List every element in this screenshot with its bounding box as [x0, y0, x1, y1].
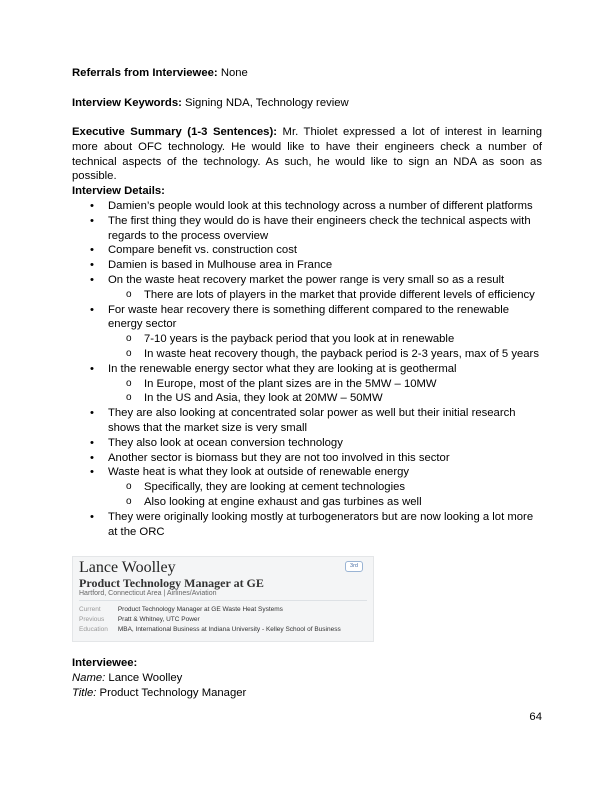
interviewee-heading: Interviewee: [72, 657, 138, 669]
sub-list-item: o There are lots of players in the market that provide different levels of efficiency [72, 288, 542, 303]
keywords-value: Signing NDA, Technology review [185, 97, 349, 109]
row-value: MBA, International Business at Indiana University - Kelley School of Business [117, 626, 341, 633]
summary-text: Mr. Thiolet expressed a lot of interest in learning more about OFC technology. He would like to have their engineers check a number of technical aspects of the technology. As such, he would like to sign an NDA as soon as possible. [72, 126, 543, 183]
location-separator: | [163, 590, 167, 597]
row-label: Previous [79, 616, 105, 623]
interviewee-name-line [72, 671, 542, 686]
executive-summary [72, 125, 542, 184]
name-label: Name: [72, 672, 106, 684]
list-item: • They also look at ocean conversion technology [72, 436, 542, 451]
profile-industry: Airlines/Aviation [166, 590, 217, 597]
profile-headline: Product Technology Manager at GE [79, 576, 264, 590]
list-item: • They were originally looking mostly at turbogenerators but are now looking a lot more at the ORC [72, 510, 542, 540]
list-item: • For waste hear recovery there is something different compared to the renewable energy sector [72, 303, 542, 333]
interviewee-title-line [72, 686, 542, 701]
sub-list-item: o Specifically, they are looking at cement technologies [72, 480, 542, 495]
sub-list-item: o In waste heat recovery though, the payback period is 2-3 years, max of 5 years [72, 347, 542, 362]
interviewee-name: Lance Woolley [108, 672, 183, 684]
profile-divider [79, 600, 367, 601]
list-item: • On the waste heat recovery market the power range is very small so as a result [72, 273, 542, 288]
row-value: Pratt & Whitney, UTC Power [117, 616, 200, 623]
linkedin-profile-card [72, 556, 374, 642]
sub-list-item: o Also looking at engine exhaust and gas turbines as well [72, 495, 542, 510]
list-item: • Waste heat is what they look at outside of renewable energy [72, 465, 542, 480]
profile-location: Hartford, Connecticut Area [79, 590, 162, 597]
profile-row-current [79, 605, 283, 614]
list-item: • The first thing they would do is have their engineers check the technical aspects with regards to the process overview [72, 214, 542, 244]
list-item: • They are also looking at concentrated solar power as well but their initial research shows that the market size is very small [72, 406, 542, 436]
page-number: 64 [529, 711, 542, 723]
keywords-label: Interview Keywords: [72, 97, 182, 109]
profile-row-education [79, 625, 341, 634]
list-item: • Damien is based in Mulhouse area in France [72, 258, 542, 273]
details-heading: Interview Details: [72, 185, 165, 197]
sub-list-item: o In the US and Asia, they look at 20MW – 50MW [72, 391, 542, 406]
referrals-label: Referrals from Interviewee: [72, 67, 218, 79]
sub-list-item: o 7-10 years is the payback period that you look at in renewable [72, 332, 542, 347]
list-item: • Another sector is biomass but they are not too involved in this sector [72, 451, 542, 466]
keywords-line [72, 96, 542, 111]
profile-name: Lance Woolley [79, 559, 176, 576]
summary-label: Executive Summary (1-3 Sentences): [72, 126, 277, 138]
connection-degree-badge: 3rd [345, 561, 363, 572]
interviewee-title: Product Technology Manager [99, 687, 247, 699]
row-label: Education [79, 626, 108, 633]
list-item: • Damien’s people would look at this technology across a number of different platforms [72, 199, 542, 214]
referrals-line [72, 66, 542, 81]
details-list [72, 199, 542, 539]
profile-location-line [79, 589, 217, 598]
row-label: Current [79, 606, 101, 613]
list-item: • In the renewable energy sector what they are looking at is geothermal [72, 362, 542, 377]
list-item: • Compare benefit vs. construction cost [72, 243, 542, 258]
referrals-value: None [220, 67, 248, 79]
row-value: Product Technology Manager at GE Waste Heat Systems [117, 606, 283, 613]
title-label: Title: [72, 687, 97, 699]
sub-list-item: o In Europe, most of the plant sizes are in the 5MW – 10MW [72, 377, 542, 392]
profile-row-previous [79, 615, 200, 624]
